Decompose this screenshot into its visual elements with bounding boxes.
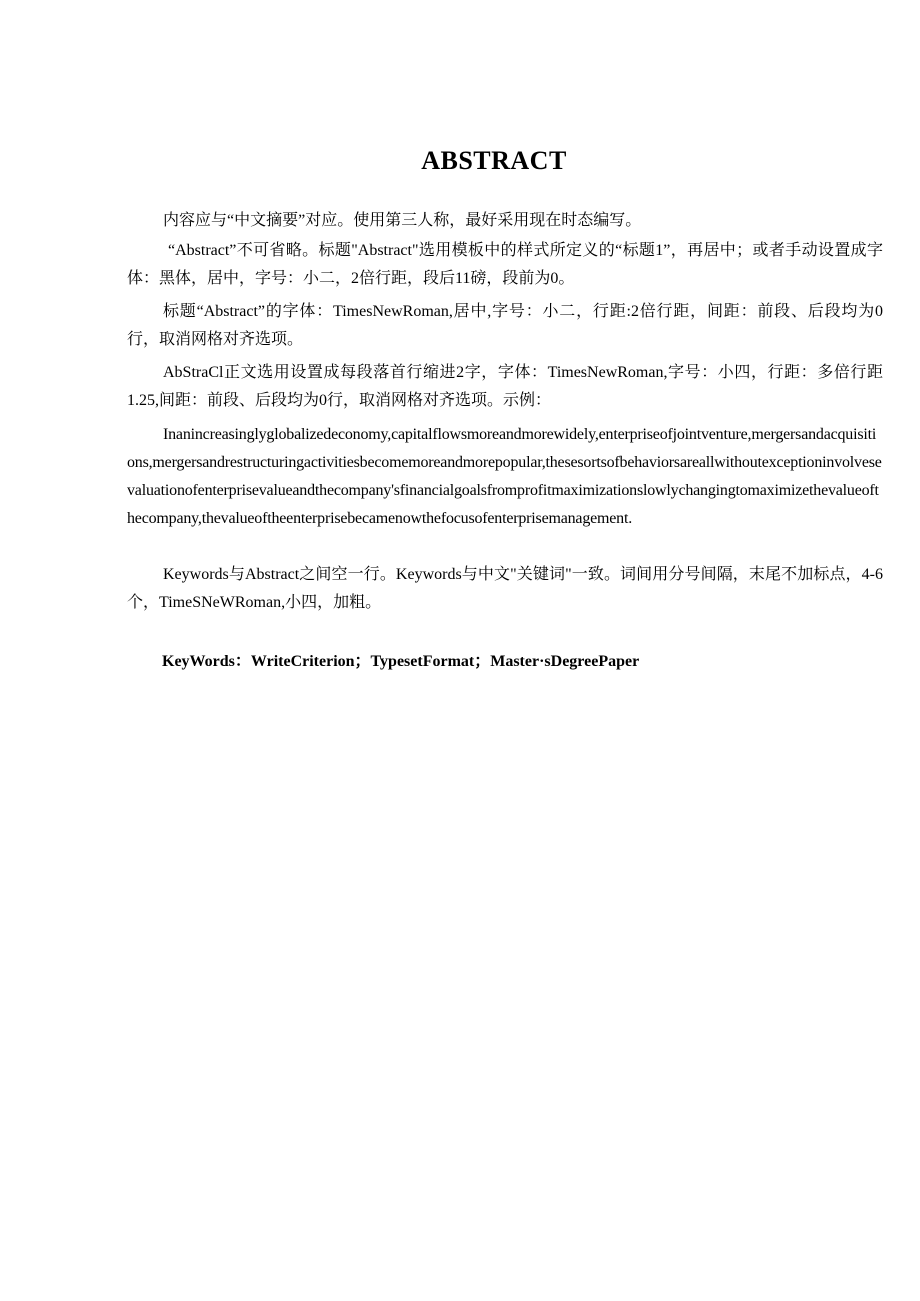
instruction-paragraph-keywords: Keywords与Abstract之间空一行。Keywords与中文"关键词"一致。词间用分号间隔，末尾不加标点，4-6个，TimeSNeWRoman,小四，加粗。 (127, 566, 883, 611)
abstract-title: ABSTRACT (421, 146, 567, 175)
instruction-paragraph-title-style: “Abstract”不可省略。标题"Abstract"选用模板中的样式所定义的“标题1”，再居中；或者手动设置成字体：黑体，居中，字号：小二，2倍行距，段后11磅，段前为0。 (127, 242, 883, 287)
keywords-line: KeyWords：WriteCriterion；TypesetFormat；Master·sDegreePaper (162, 653, 640, 670)
instruction-paragraph-body-format: AbStraCl正文选用设置成每段落首行缩进2字，字体：TimesNewRoman,字号：小四，行距：多倍行距1.25,间距：前段、后段均为0行，取消网格对齐选项。示例： (127, 364, 883, 409)
sample-abstract-paragraph: Inanincreasinglyglobalizedeconomy,capitalflowsmoreandmorewidely,enterpriseofjointventure,mergersandacquisitions,mergersandrestructuringactivitiesbecomemoreandmorepopular,thesesortsofbehaviorsareallwithoutexceptioninvolvesevaluationofenterprisevalueandthecompany'sfinancialgoalsfromprofitmaximizationslowlychangingtomaximizethevalueofthecompany,thevalueoftheenterprisebecamenowthefocusofenterprisemanagement. (127, 426, 882, 527)
instruction-paragraph-content: 内容应与“中文摘要”对应。使用第三人称，最好采用现在时态编写。 (163, 212, 642, 229)
instruction-paragraph-title-font: 标题“Abstract”的字体：TimesNewRoman,居中,字号：小二，行距:2倍行距，间距：前段、后段均为0行，取消网格对齐选项。 (127, 303, 883, 348)
